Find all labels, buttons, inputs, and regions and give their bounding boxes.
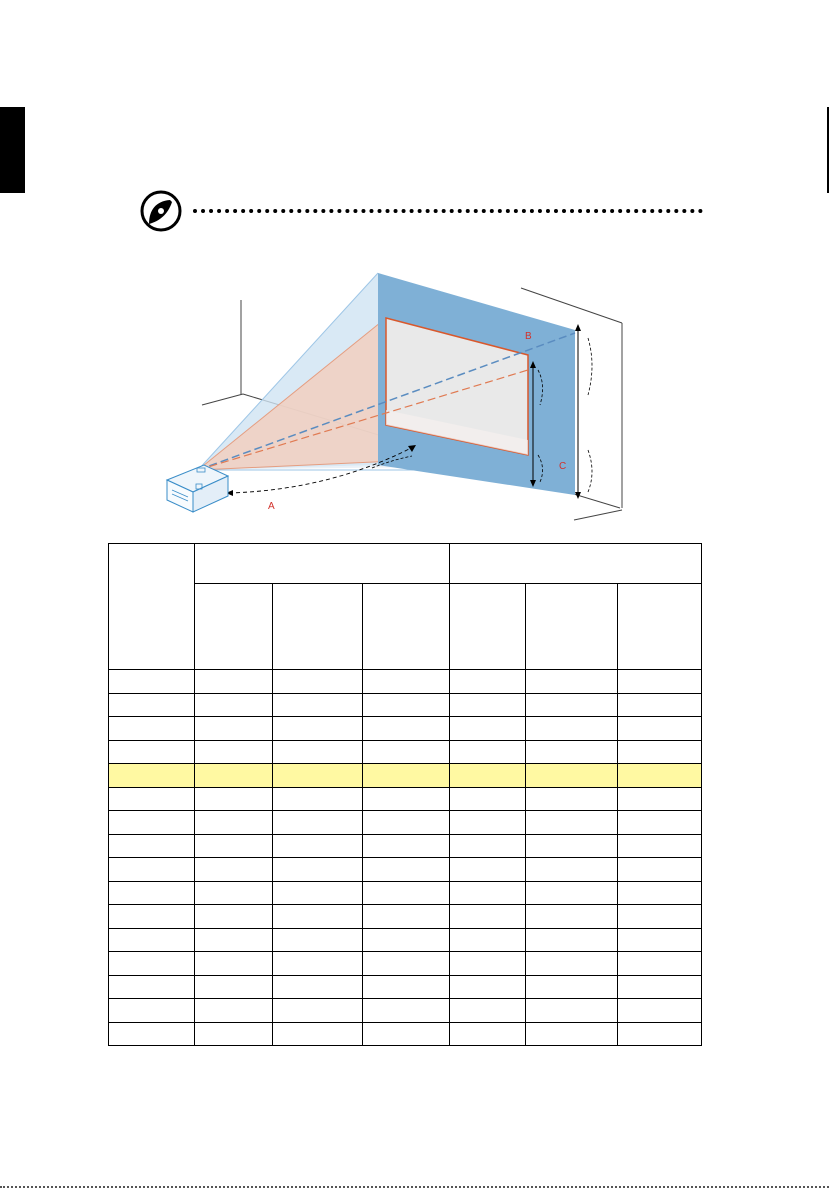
table-cell	[618, 975, 702, 999]
table-cell	[363, 1022, 450, 1046]
table-cell	[109, 858, 195, 882]
table-cell	[450, 999, 526, 1023]
table-cell	[109, 952, 195, 976]
note-dotted-rule	[193, 209, 703, 213]
page-bottom-dotted-line	[0, 1186, 829, 1188]
table-cell	[618, 693, 702, 717]
table-cell	[526, 740, 618, 764]
table-cell	[273, 999, 363, 1023]
table-cell	[195, 740, 273, 764]
table-cell	[450, 787, 526, 811]
table-cell	[195, 905, 273, 929]
subheader-cell	[195, 584, 273, 670]
table-row	[109, 693, 702, 717]
table-cell	[363, 693, 450, 717]
table-cell	[273, 670, 363, 694]
table-cell	[618, 905, 702, 929]
table-cell	[618, 881, 702, 905]
subheader-cell	[450, 584, 526, 670]
table-cell	[450, 764, 526, 788]
table-row	[109, 858, 702, 882]
table-cell	[363, 952, 450, 976]
table-cell	[526, 881, 618, 905]
table-cell	[109, 740, 195, 764]
table-cell	[450, 834, 526, 858]
table-cell	[526, 787, 618, 811]
table-cell	[450, 881, 526, 905]
table-cell	[618, 740, 702, 764]
table-cell	[109, 670, 195, 694]
table-header-row	[109, 544, 702, 584]
table-cell	[109, 905, 195, 929]
table-cell	[195, 787, 273, 811]
table-cell	[273, 975, 363, 999]
label-a: A	[268, 501, 275, 512]
table-cell	[618, 1022, 702, 1046]
table-row	[109, 975, 702, 999]
table-cell	[273, 693, 363, 717]
subheader-cell	[363, 584, 450, 670]
table-cell	[618, 787, 702, 811]
table-cell	[526, 717, 618, 741]
table-cell	[526, 975, 618, 999]
table-cell	[526, 928, 618, 952]
table-cell	[450, 975, 526, 999]
table-cell	[363, 975, 450, 999]
table-cell	[363, 881, 450, 905]
label-c: C	[559, 461, 567, 472]
table-cell	[195, 928, 273, 952]
table-cell	[109, 764, 195, 788]
table-cell	[526, 905, 618, 929]
table-cell	[195, 834, 273, 858]
projection-table	[108, 543, 702, 1046]
table-cell	[273, 905, 363, 929]
table-cell	[526, 952, 618, 976]
table-cell	[109, 717, 195, 741]
table-cell	[363, 740, 450, 764]
table-cell	[273, 1022, 363, 1046]
table-cell	[363, 670, 450, 694]
table-cell	[363, 717, 450, 741]
table-cell	[195, 881, 273, 905]
table-cell	[618, 717, 702, 741]
table-cell	[526, 811, 618, 835]
table-cell	[450, 858, 526, 882]
wall-top-line	[521, 288, 622, 323]
table-cell	[195, 952, 273, 976]
table-cell	[109, 1022, 195, 1046]
table-cell	[450, 693, 526, 717]
table-cell	[195, 1022, 273, 1046]
table-cell	[273, 764, 363, 788]
table-cell	[363, 999, 450, 1023]
table-cell	[363, 787, 450, 811]
table-cell	[618, 858, 702, 882]
table-cell	[109, 881, 195, 905]
table-row	[109, 881, 702, 905]
header-group-cell	[450, 544, 702, 584]
table-cell	[618, 952, 702, 976]
table-cell	[618, 834, 702, 858]
table-cell	[450, 670, 526, 694]
table-cell	[273, 928, 363, 952]
table-row	[109, 928, 702, 952]
table-cell	[618, 999, 702, 1023]
table-cell	[195, 999, 273, 1023]
table-cell	[273, 811, 363, 835]
table-cell	[195, 811, 273, 835]
table-cell	[618, 928, 702, 952]
table-row-highlighted	[109, 764, 702, 788]
table-cell	[273, 834, 363, 858]
table-cell	[526, 670, 618, 694]
table-cell	[273, 952, 363, 976]
table-cell	[363, 905, 450, 929]
subheader-cell	[273, 584, 363, 670]
table-cell	[273, 881, 363, 905]
table-cell	[363, 811, 450, 835]
table-cell	[109, 811, 195, 835]
table-cell	[526, 999, 618, 1023]
table-cell	[273, 717, 363, 741]
table-row	[109, 999, 702, 1023]
table-cell	[109, 787, 195, 811]
table-cell	[450, 928, 526, 952]
table-cell	[450, 1022, 526, 1046]
table-cell	[450, 905, 526, 929]
table-cell	[273, 858, 363, 882]
table-cell	[526, 693, 618, 717]
table-cell	[450, 811, 526, 835]
table-cell	[363, 928, 450, 952]
table-cell	[618, 670, 702, 694]
table-cell	[363, 834, 450, 858]
table-cell	[363, 764, 450, 788]
table-cell	[526, 1022, 618, 1046]
header-group-cell	[195, 544, 450, 584]
table-body	[109, 670, 702, 1046]
subheader-cell	[526, 584, 618, 670]
table-cell	[195, 693, 273, 717]
table-cell	[195, 670, 273, 694]
floor-left-line	[202, 394, 243, 405]
table-cell	[450, 717, 526, 741]
table-cell	[526, 834, 618, 858]
floor-bottom-line	[574, 510, 622, 520]
label-b: B	[525, 331, 532, 342]
table-cell	[195, 764, 273, 788]
table-cell	[109, 693, 195, 717]
table-cell	[450, 740, 526, 764]
table-cell	[195, 975, 273, 999]
table-cell	[618, 811, 702, 835]
table-cell	[273, 787, 363, 811]
projector-icon	[167, 465, 228, 512]
chapter-tab	[0, 107, 25, 193]
table-cell	[363, 858, 450, 882]
size-header-cell	[109, 544, 195, 670]
table-row	[109, 787, 702, 811]
table-row	[109, 717, 702, 741]
table-row	[109, 740, 702, 764]
table-cell	[526, 858, 618, 882]
note-pencil-icon	[140, 190, 182, 232]
table-cell	[195, 717, 273, 741]
table-row	[109, 905, 702, 929]
table-cell	[526, 764, 618, 788]
table-cell	[195, 858, 273, 882]
table-row	[109, 1022, 702, 1046]
table-cell	[109, 928, 195, 952]
table-row	[109, 811, 702, 835]
subheader-cell	[618, 584, 702, 670]
table-row	[109, 834, 702, 858]
table-row	[109, 670, 702, 694]
table-cell	[109, 975, 195, 999]
table-row	[109, 952, 702, 976]
table-cell	[618, 764, 702, 788]
table-cell	[109, 999, 195, 1023]
table-subheader-row	[109, 584, 702, 670]
table-cell	[450, 952, 526, 976]
table-cell	[273, 740, 363, 764]
projection-diagram	[0, 260, 829, 530]
table-cell	[109, 834, 195, 858]
